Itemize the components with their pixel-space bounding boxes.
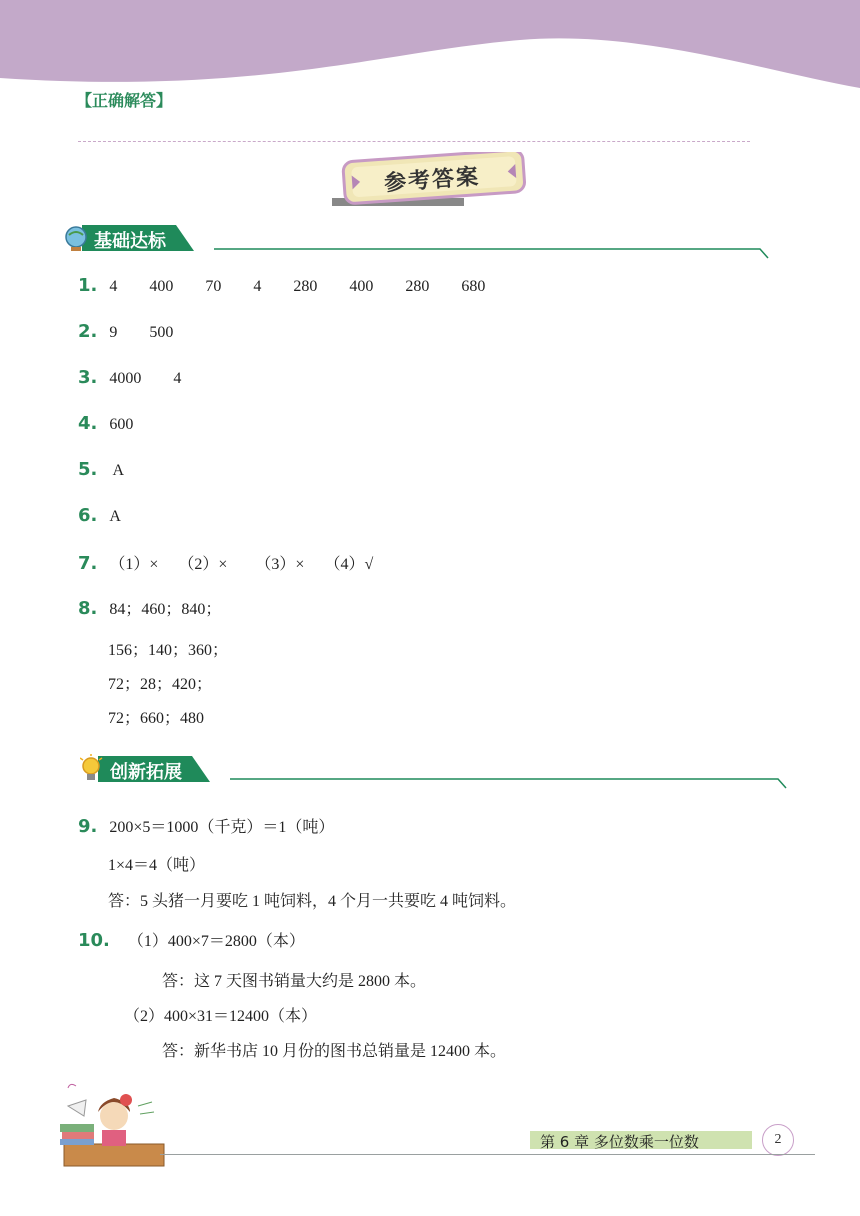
q5-answer: A xyxy=(109,462,125,479)
correct-answer-label: 【正确解答】 xyxy=(76,91,173,110)
answers-title: 参考答案 xyxy=(383,164,481,197)
q7-number: 7. xyxy=(78,553,98,574)
q8 xyxy=(78,596,221,619)
q8-line-1: 84；460；840； xyxy=(109,601,222,618)
q5-number: 5. xyxy=(78,459,98,480)
q2 xyxy=(78,321,173,342)
section-basic-rule xyxy=(200,244,770,260)
q4-number: 4. xyxy=(78,413,98,434)
q1 xyxy=(78,275,485,296)
q9-line-1: 200×5＝1000（千克）＝1（吨） xyxy=(109,819,335,836)
q3 xyxy=(78,367,181,388)
q10-line-2: 答：这 7 天图书销量大约是 2800 本。 xyxy=(162,973,427,990)
q9-line-2: 1×4＝4（吨） xyxy=(108,857,206,874)
page-number: 2 xyxy=(762,1124,794,1156)
q8-line-2: 156；140；360； xyxy=(108,642,229,659)
section-innovate-title: 创新拓展 xyxy=(110,762,182,783)
q1-number: 1. xyxy=(78,275,98,296)
q8-line-4: 72；660；480 xyxy=(108,710,205,727)
dashed-divider xyxy=(78,141,750,142)
q6 xyxy=(78,505,121,526)
q7 xyxy=(78,551,373,574)
q1-answer: 4 400 70 4 280 400 280 680 xyxy=(109,278,486,295)
q10-line-3: （2）400×31＝12400（本） xyxy=(124,1008,318,1025)
q2-answer: 9 500 xyxy=(109,324,174,341)
q8-number: 8. xyxy=(78,598,98,619)
q2-number: 2. xyxy=(78,321,98,342)
q3-number: 3. xyxy=(78,367,98,388)
q9-line-3: 答：5 头猪一月要吃 1 吨饲料，4 个月一共要吃 4 吨饲料。 xyxy=(108,893,517,910)
q10 xyxy=(78,928,305,951)
q3-answer: 4000 4 xyxy=(109,370,182,387)
q7-answer: （1）× （2）× （3）× （4）√ xyxy=(109,556,374,573)
q6-answer: A xyxy=(109,508,121,525)
q9 xyxy=(78,814,334,837)
q10-line-1: （1）400×7＝2800（本） xyxy=(127,933,305,950)
q10-line-4: 答：新华书店 10 月份的图书总销量是 12400 本。 xyxy=(162,1043,507,1060)
q4-answer: 600 xyxy=(109,416,134,433)
section-basic-title: 基础达标 xyxy=(94,231,166,252)
footer-line xyxy=(160,1154,815,1155)
footer-chapter: 第 6 章 多位数乘一位数 xyxy=(540,1133,699,1151)
student-illustration xyxy=(56,1082,176,1172)
q4 xyxy=(78,413,133,434)
q5 xyxy=(78,459,124,480)
q9-number: 9. xyxy=(78,816,98,837)
q6-number: 6. xyxy=(78,505,98,526)
q10-number: 10. xyxy=(78,930,110,951)
q8-line-3: 72；28；420； xyxy=(108,676,213,693)
section-innovate-rule xyxy=(216,774,788,790)
